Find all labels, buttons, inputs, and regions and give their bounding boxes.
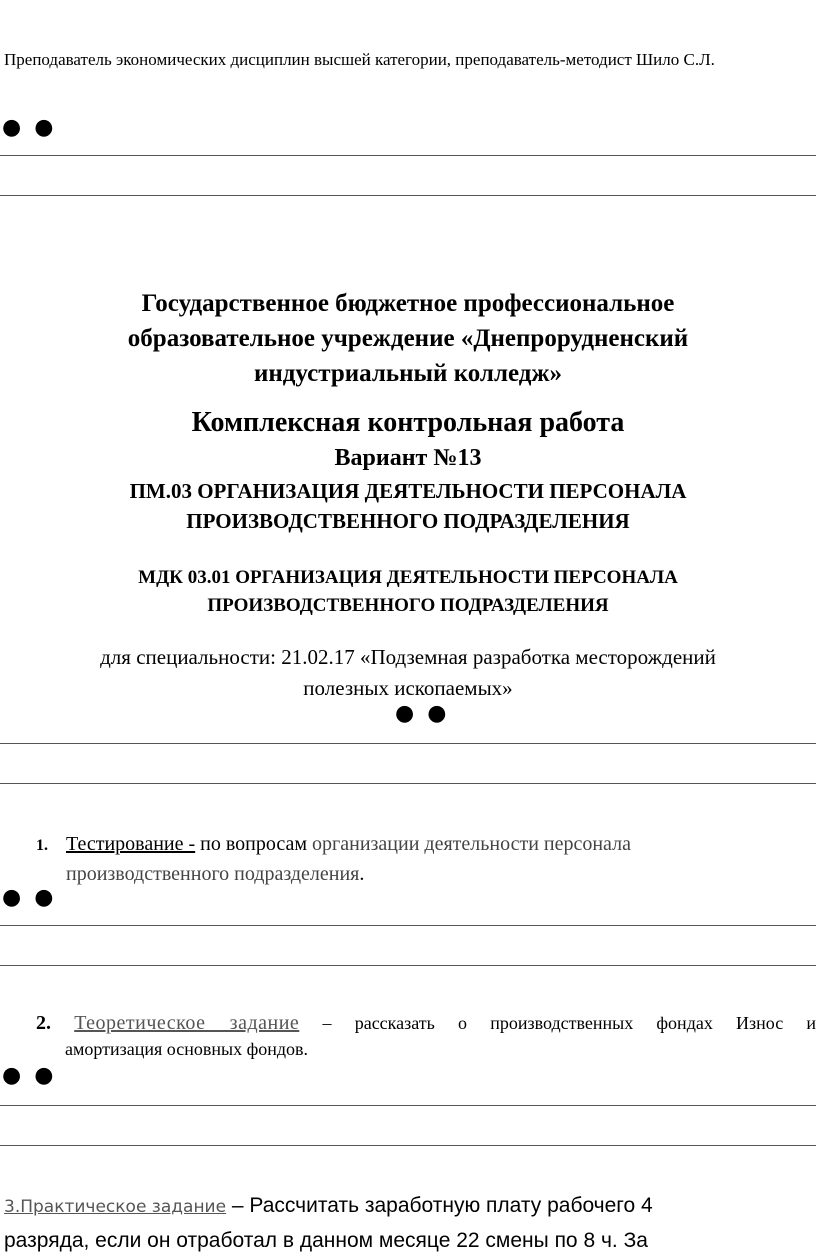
task-label: Тестирование - xyxy=(66,833,196,855)
task-1-line xyxy=(36,860,796,889)
institution-line: индустриальный колледж» xyxy=(253,360,563,387)
task-text: . xyxy=(359,863,365,885)
divider xyxy=(0,783,816,784)
bullet-dots: ● ● xyxy=(2,1063,57,1088)
author-line: Преподаватель экономических дисциплин высшей категории, преподаватель-методист Шило С.Л. xyxy=(4,50,715,69)
divider xyxy=(0,1145,816,1146)
mdk-title xyxy=(0,564,816,620)
task-text: производственного подразделения xyxy=(66,863,360,885)
task-dash: – xyxy=(226,1194,250,1217)
divider xyxy=(0,1105,816,1106)
divider xyxy=(0,965,816,966)
pm-title xyxy=(0,476,816,536)
institution-title xyxy=(0,286,816,391)
task-label: 3.Практическое задание xyxy=(4,1197,227,1217)
divider xyxy=(0,155,816,156)
task-text: организации деятельности персонала xyxy=(312,833,631,855)
task-text: Рассчитать заработную плату рабочего 4 xyxy=(249,1194,653,1217)
divider xyxy=(0,925,816,926)
task-text: рассказать о производственных фондах Износ и xyxy=(354,1013,816,1033)
task-2 xyxy=(36,1010,816,1062)
divider xyxy=(0,743,816,744)
task-1 xyxy=(36,830,796,889)
variant-title: Вариант №13 xyxy=(334,445,482,471)
task-number: 1. xyxy=(36,837,48,854)
bullet-dots: ● ● xyxy=(2,885,57,910)
pm-line: ПМ.03 ОРГАНИЗАЦИЯ ДЕЯТЕЛЬНОСТИ ПЕРСОНАЛА xyxy=(129,479,687,503)
mdk-line: МДК 03.01 ОРГАНИЗАЦИЯ ДЕЯТЕЛЬНОСТИ ПЕРСОНАЛА xyxy=(138,567,678,588)
task-text: по вопросам xyxy=(195,833,313,855)
task-label: Теоретическое задание xyxy=(74,1012,300,1034)
task-2-line: амортизация основных фондов. xyxy=(65,1039,309,1059)
work-title: Комплексная контрольная работа xyxy=(191,407,625,438)
task-number: 2. xyxy=(36,1012,51,1034)
task-1-line xyxy=(36,830,796,860)
task-2-line xyxy=(36,1010,816,1036)
bullet-dots: ● ● xyxy=(2,115,57,140)
task-3 xyxy=(4,1189,804,1257)
institution-line: Государственное бюджетное профессиональное xyxy=(141,290,675,317)
mdk-line: ПРОИЗВОДСТВЕННОГО ПОДРАЗДЕЛЕНИЯ xyxy=(207,595,609,616)
task-dash: – xyxy=(322,1013,332,1033)
task-3-line: разряда, если он отработал в данном месяце 22 смены по 8 ч. За xyxy=(4,1229,648,1252)
pm-line: ПРОИЗВОДСТВЕННОГО ПОДРАЗДЕЛЕНИЯ xyxy=(186,509,630,533)
institution-line: образовательное учреждение «Днепрорудненский xyxy=(127,325,689,352)
task-3-line xyxy=(4,1189,804,1224)
bullet-dots: ● ● xyxy=(395,701,450,726)
specialty-line: для специальности: 21.02.17 «Подземная разработка месторождений xyxy=(100,645,716,669)
divider xyxy=(0,195,816,196)
specialty-line: полезных ископаемых» xyxy=(303,676,513,700)
specialty-text xyxy=(0,642,816,704)
